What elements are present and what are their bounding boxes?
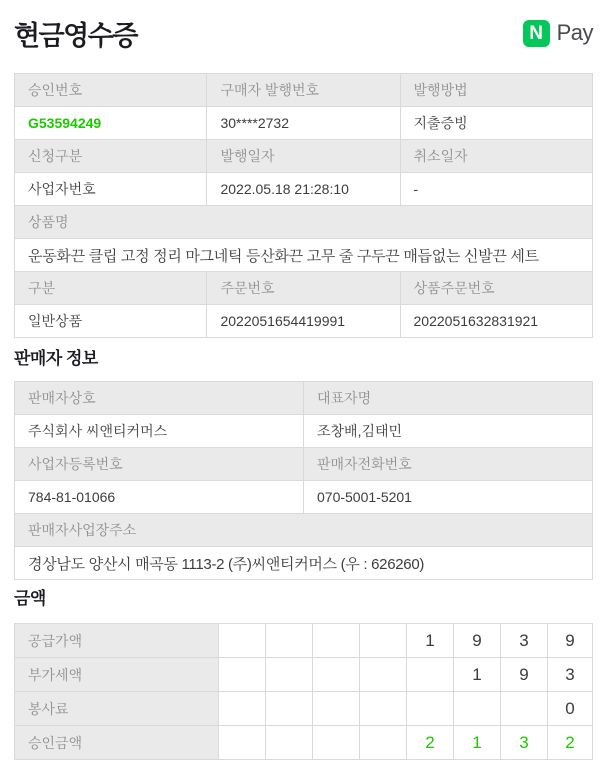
digit-cell xyxy=(313,658,360,692)
digit-cell xyxy=(360,726,407,760)
buyer-issue-number-label: 구매자 발행번호 xyxy=(207,74,400,107)
order-number-label: 주문번호 xyxy=(207,272,400,305)
digit-cell xyxy=(219,726,266,760)
digit-cell: 3 xyxy=(548,658,593,692)
digit-cell: 2 xyxy=(407,726,454,760)
service-charge-label: 봉사료 xyxy=(15,692,219,726)
seller-info-table xyxy=(14,381,593,580)
npay-logo xyxy=(523,20,593,47)
seller-name-value: 주식회사 씨앤티커머스 xyxy=(15,415,304,448)
digit-cell: 1 xyxy=(407,624,454,658)
table-row xyxy=(15,272,593,305)
supply-amount-row xyxy=(15,624,593,658)
naver-n-icon: N xyxy=(523,20,550,47)
seller-name-label: 판매자상호 xyxy=(15,382,304,415)
digit-cell xyxy=(360,658,407,692)
digit-cell xyxy=(360,692,407,726)
category-value: 일반상품 xyxy=(15,305,207,338)
digit-cell xyxy=(219,692,266,726)
table-row xyxy=(15,239,593,272)
digit-cell xyxy=(313,692,360,726)
seller-address-label: 판매자사업장주소 xyxy=(15,514,593,547)
digit-cell xyxy=(313,624,360,658)
supply-amount-label: 공급가액 xyxy=(15,624,219,658)
digit-cell xyxy=(266,726,313,760)
approval-number-value: G53594249 xyxy=(15,107,207,140)
digit-cell xyxy=(313,726,360,760)
digit-cell: 3 xyxy=(501,624,548,658)
seller-address-value: 경상남도 양산시 매곡동 1113-2 (주)씨앤티커머스 (우 : 626260) xyxy=(15,547,593,580)
digit-cell: 3 xyxy=(501,726,548,760)
business-registration-number-label: 사업자등록번호 xyxy=(15,448,304,481)
order-number-value: 2022051654419991 xyxy=(207,305,400,338)
product-name-value: 운동화끈 클립 고정 정리 마그네틱 등산화끈 고무 줄 구두끈 매듭없는 신발끈 세트 xyxy=(15,239,593,272)
product-order-number-label: 상품주문번호 xyxy=(400,272,592,305)
digit-cell xyxy=(407,692,454,726)
digit-cell: 9 xyxy=(501,658,548,692)
business-registration-number-value: 784-81-01066 xyxy=(15,481,304,514)
digit-cell: 9 xyxy=(454,624,501,658)
page-header xyxy=(14,16,593,50)
issue-date-value: 2022.05.18 21:28:10 xyxy=(207,173,400,206)
issue-method-value: 지출증빙 xyxy=(400,107,592,140)
table-row xyxy=(15,305,593,338)
digit-cell xyxy=(501,692,548,726)
table-row xyxy=(15,107,593,140)
digit-cell xyxy=(266,658,313,692)
seller-section-title: 판매자 정보 xyxy=(14,349,98,368)
table-row xyxy=(15,481,593,514)
vat-label: 부가세액 xyxy=(15,658,219,692)
representative-name-label: 대표자명 xyxy=(304,382,593,415)
seller-phone-number-value: 070-5001-5201 xyxy=(304,481,593,514)
digit-cell xyxy=(219,658,266,692)
digit-cell: 2 xyxy=(548,726,593,760)
product-order-number-value: 2022051632831921 xyxy=(400,305,592,338)
approval-number-label: 승인번호 xyxy=(15,74,207,107)
table-row xyxy=(15,140,593,173)
cancel-date-label: 취소일자 xyxy=(400,140,592,173)
digit-cell: 0 xyxy=(548,692,593,726)
table-row xyxy=(15,448,593,481)
product-name-label: 상품명 xyxy=(15,206,593,239)
digit-cell: 9 xyxy=(548,624,593,658)
digit-cell: 1 xyxy=(454,726,501,760)
service-charge-row xyxy=(15,692,593,726)
receipt-info-table xyxy=(14,73,593,338)
digit-cell xyxy=(266,692,313,726)
application-category-value: 사업자번호 xyxy=(15,173,207,206)
representative-name-value: 조창배,김태민 xyxy=(304,415,593,448)
table-row xyxy=(15,514,593,547)
page-title: 현금영수증 xyxy=(14,20,137,51)
table-row xyxy=(15,382,593,415)
table-row xyxy=(15,547,593,580)
seller-phone-number-label: 판매자전화번호 xyxy=(304,448,593,481)
cancel-date-value: - xyxy=(400,173,592,206)
table-row xyxy=(15,173,593,206)
digit-cell xyxy=(360,624,407,658)
issue-date-label: 발행일자 xyxy=(207,140,400,173)
table-row xyxy=(15,206,593,239)
table-row xyxy=(15,74,593,107)
digit-cell xyxy=(219,624,266,658)
category-label: 구분 xyxy=(15,272,207,305)
vat-row xyxy=(15,658,593,692)
digit-cell xyxy=(454,692,501,726)
amount-section-title: 금액 xyxy=(14,589,46,608)
approved-amount-label: 승인금액 xyxy=(15,726,219,760)
application-category-label: 신청구분 xyxy=(15,140,207,173)
buyer-issue-number-value: 30****2732 xyxy=(207,107,400,140)
issue-method-label: 발행방법 xyxy=(400,74,592,107)
table-row xyxy=(15,415,593,448)
approved-amount-row xyxy=(15,726,593,760)
amount-table xyxy=(14,623,593,760)
digit-cell: 1 xyxy=(454,658,501,692)
npay-logo-text: Pay xyxy=(556,20,593,45)
digit-cell xyxy=(266,624,313,658)
digit-cell xyxy=(407,658,454,692)
